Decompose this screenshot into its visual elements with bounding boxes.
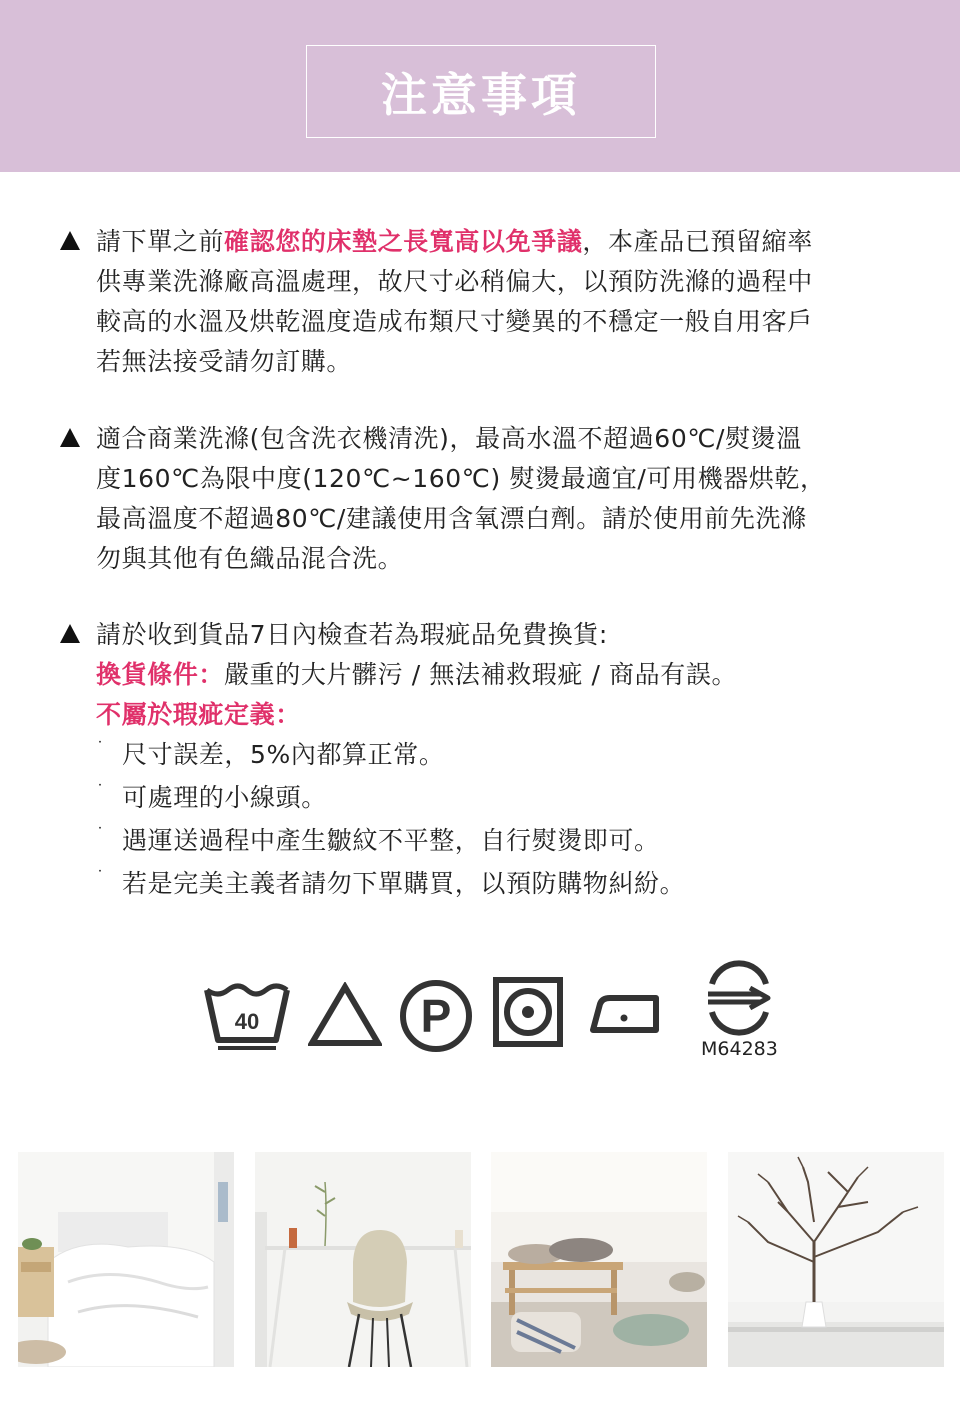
- tumble-dry-icon: [492, 976, 564, 1048]
- page-title: 注意事項: [381, 67, 581, 122]
- dot-bullet: ˙: [96, 867, 105, 886]
- exchange-text: [96, 615, 920, 907]
- desk-chair-photo: [255, 1152, 471, 1367]
- not-defect-label: 不屬於瑕疵定義：: [96, 700, 301, 729]
- list-item: ˙ 尺寸誤差，5%內都算正常。: [96, 735, 920, 778]
- notice-section-washing: [60, 419, 920, 579]
- triangle-bullet-icon: [60, 231, 80, 250]
- dot-bullet: ˙: [96, 738, 105, 757]
- wash-40-icon: [204, 982, 290, 1050]
- exchange-conditions: 嚴重的大片髒污 / 無法補救瑕疵 / 商品有誤。: [224, 660, 738, 689]
- washing-line: 勿與其他有色織品混合洗。: [96, 544, 404, 573]
- registration-code: M64283: [701, 1038, 778, 1060]
- notice-section-size: [60, 222, 920, 382]
- bedroom-photo: [18, 1152, 234, 1367]
- notice-line: 供專業洗滌廠高溫處理，故尺寸必稍偏大，以預防洗滌的過程中: [96, 267, 813, 296]
- svg-text:P: P: [420, 990, 452, 1042]
- notice-section-exchange: [60, 615, 920, 907]
- dot-bullet: ˙: [96, 824, 105, 843]
- list-item: ˙ 可處理的小線頭。: [96, 778, 920, 821]
- iron-icon: [588, 990, 662, 1036]
- notice-text: [96, 222, 920, 382]
- care-icons-row: [0, 960, 960, 1070]
- notice-text-pre: 請下單之前: [96, 227, 225, 256]
- header-banner: [0, 0, 960, 172]
- bleach-triangle-icon: [308, 982, 382, 1048]
- notice-text-post: ，本產品已預留縮率: [582, 227, 813, 256]
- bsmi-mark-icon: [700, 960, 778, 1036]
- triangle-bullet-icon: [60, 624, 80, 643]
- washing-line: 度160℃為限中度(120℃~160℃) 熨燙最適宜/可用機器烘乾，: [96, 464, 826, 493]
- list-item: ˙ 遇運送過程中產生皺紋不平整，自行熨燙即可。: [96, 821, 920, 864]
- notice-line: 若無法接受請勿訂購。: [96, 347, 353, 376]
- washing-text: [96, 419, 920, 579]
- dry-clean-p-icon: [398, 978, 474, 1054]
- bench-cushions-photo: [491, 1152, 707, 1367]
- svg-text:40: 40: [234, 1009, 260, 1034]
- dot-bullet: ˙: [96, 781, 105, 800]
- title-frame: [306, 45, 656, 138]
- notice-highlight: 確認您的床墊之長寬高以免爭議: [224, 227, 583, 256]
- notice-line: 較高的水溫及烘乾溫度造成布類尺寸變異的不穩定一般自用客戶: [96, 307, 813, 336]
- branch-vase-photo: [728, 1152, 944, 1367]
- triangle-bullet-icon: [60, 428, 80, 447]
- exchange-intro: 請於收到貨品7日內檢查若為瑕疵品免費換貨:: [96, 620, 608, 649]
- washing-line: 適合商業洗滌(包含洗衣機清洗)，最高水溫不超過60℃/熨燙溫: [96, 424, 802, 453]
- list-item: ˙ 若是完美主義者請勿下單購買，以預防購物糾紛。: [96, 864, 920, 907]
- washing-line: 最高溫度不超過80℃/建議使用含氧漂白劑。請於使用前先洗滌: [96, 504, 807, 533]
- exchange-label: 換貨條件：: [96, 660, 225, 689]
